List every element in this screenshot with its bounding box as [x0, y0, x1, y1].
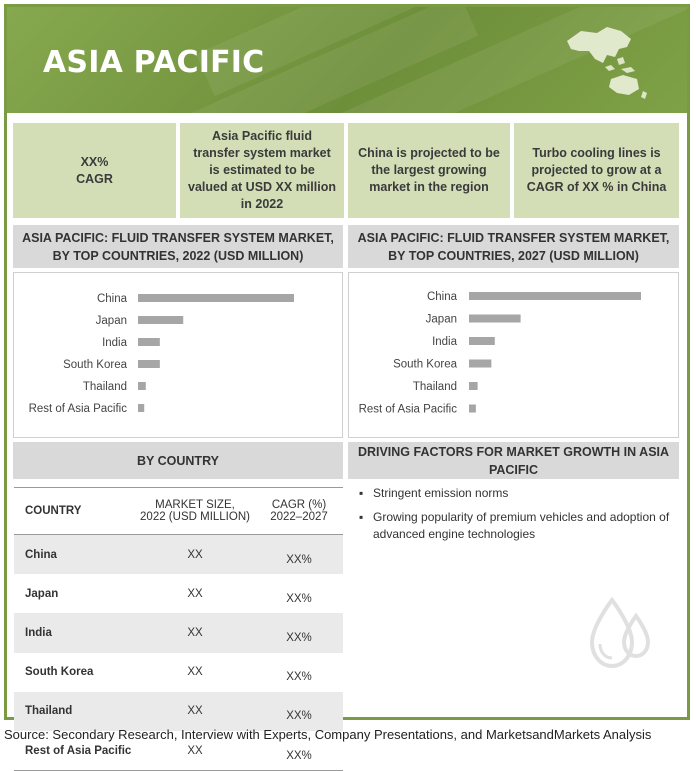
country-cell: Rest of Asia Pacific — [14, 731, 135, 771]
category-label: South Korea — [63, 359, 127, 371]
highlight-cagr: XX% CAGR — [13, 123, 176, 218]
market-size-cell: XX — [187, 666, 203, 679]
fluid-drop-icon — [586, 596, 658, 672]
category-label: Thailand — [412, 381, 457, 393]
market-size-cell: XX — [187, 587, 203, 600]
market-size-cell: XX — [135, 731, 255, 771]
bar-south-korea — [138, 360, 160, 368]
market-size-cell: XX — [135, 613, 255, 652]
bar-south-korea — [469, 360, 491, 368]
bar-thailand — [138, 382, 146, 390]
highlight-largest-market: China is projected to be the largest growing market in the region — [348, 123, 510, 218]
category-label: Thailand — [82, 381, 127, 393]
country-cell: South Korea — [25, 666, 94, 679]
header-market-size: MARKET SIZE, 2022 (USD MILLION) — [135, 488, 255, 535]
cagr-cell: XX% — [255, 613, 343, 652]
table-header-row — [14, 488, 343, 535]
country-cell: Thailand — [14, 692, 135, 731]
country-cell: Japan — [25, 587, 59, 600]
highlight-market-value: Asia Pacific fluid transfer system market is estimated to be valued at USD XX million in 2022 — [180, 123, 344, 218]
market-size-cell: XX — [135, 535, 255, 575]
chart-2022-title: ASIA PACIFIC: FLUID TRANSFER SYSTEM MARKET, BY TOP COUNTRIES, 2022 (USD MILLION) — [13, 225, 343, 268]
chart-2022-svg — [14, 273, 342, 437]
bar-india — [469, 337, 495, 345]
table-row — [14, 574, 343, 613]
list-item: ▪ Growing popularity of premium vehicles and adoption of advanced engine technologies — [358, 509, 676, 543]
chart-2027-title: ASIA PACIFIC: FLUID TRANSFER SYSTEM MARKET, BY TOP COUNTRIES, 2027 (USD MILLION) — [348, 225, 679, 268]
country-cell: China — [14, 535, 135, 575]
market-size-cell: XX — [135, 692, 255, 731]
list-item: ▪ Stringent emission norms — [358, 485, 676, 502]
bar-rest-of-asia-pacific — [469, 405, 476, 413]
bar-japan — [138, 316, 183, 324]
banner-title: ASIA PACIFIC — [43, 45, 265, 80]
by-country-title: BY COUNTRY — [13, 442, 343, 479]
header-country: COUNTRY — [14, 488, 135, 535]
chart-2022 — [13, 272, 343, 438]
bar-china — [469, 292, 641, 300]
category-label: Japan — [95, 315, 127, 327]
category-label: China — [426, 291, 457, 303]
bar-thailand — [469, 382, 478, 390]
chart-2027 — [348, 272, 679, 438]
bar-rest-of-asia-pacific — [138, 404, 144, 412]
asia-pacific-map-icon — [559, 21, 651, 101]
cagr-cell: XX% — [286, 671, 312, 684]
source-note: Source: Secondary Research, Interview with Experts, Company Presentations, and MarketsandMarkets Analysis — [4, 727, 652, 742]
table-row — [14, 535, 343, 575]
category-label: China — [96, 293, 127, 305]
category-label: India — [432, 336, 457, 348]
header-cagr: CAGR (%) 2022–2027 — [255, 488, 343, 535]
bar-india — [138, 338, 160, 346]
cagr-cell: XX% — [255, 692, 343, 731]
bar-china — [138, 294, 294, 302]
country-cell: India — [14, 613, 135, 652]
drivers-title: DRIVING FACTORS FOR MARKET GROWTH IN ASIA PACIFIC — [348, 442, 679, 479]
table-row — [14, 692, 343, 731]
category-label: Japan — [425, 313, 457, 326]
category-label: South Korea — [393, 358, 457, 371]
category-label: Rest of Asia Pacific — [358, 403, 457, 416]
table-row — [14, 653, 343, 692]
category-label: India — [102, 337, 127, 349]
region-banner — [7, 7, 687, 113]
drivers-list — [358, 485, 676, 550]
chart-2027-svg — [349, 273, 678, 437]
cagr-cell: XX% — [255, 535, 343, 575]
table-row — [14, 613, 343, 652]
category-label: Rest of Asia Pacific — [28, 403, 127, 415]
cagr-cell: XX% — [286, 592, 312, 605]
cagr-cell: XX% — [255, 731, 343, 771]
highlight-turbo-cooling: Turbo cooling lines is projected to grow at a CAGR of XX % in China — [514, 123, 679, 218]
bar-japan — [469, 315, 521, 323]
